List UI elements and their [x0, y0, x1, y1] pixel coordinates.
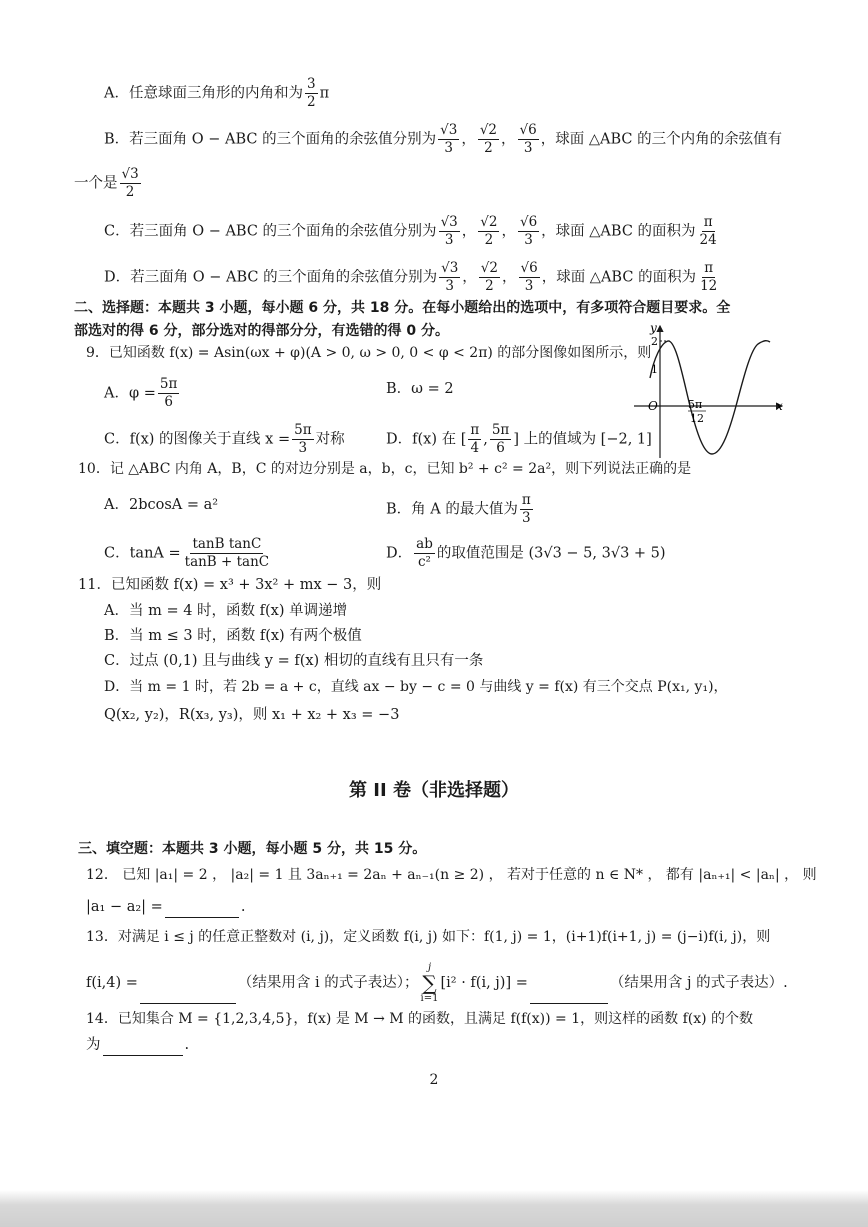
q10-option-b: [386, 492, 535, 527]
q14-line1: 14．已知集合 M = {1,2,3,4,5}，f(x) 是 M → M 的函数，且满足 f(f(x)) = 1，则这样的函数 f(x) 的个数: [86, 1011, 754, 1027]
numerator: √6: [519, 214, 538, 230]
numerator: tanB tanC: [192, 536, 262, 552]
summation: [421, 962, 439, 1004]
denominator: 3: [445, 278, 454, 294]
q12-line1: 12． 已知 |a₁| = 2 ， |a₂| = 1 且 3aₙ₊₁ = 2aₙ + aₙ₋₁(n ≥ 2) ， 若对于任意的 n ∈ N* ， 都有 |aₙ₊₁| < |aₙ| ， 则: [86, 867, 817, 883]
q8-option-a: [104, 76, 329, 111]
numerator: √3: [440, 122, 458, 138]
q13-line1: 13．对满足 i ≤ j 的任意正整数对 (i, j)，定义函数 f(i, j) 如下：f(1, j) = 1，(i+1)f(i+1, j) = (j−i)f(i, j)，则: [86, 929, 771, 945]
q11-option-c: C．过点 (0,1) 且与曲线 y = f(x) 相切的直线有且只有一条: [104, 653, 484, 669]
option-text: D．f(x) 在 [: [386, 431, 467, 448]
denominator: 3: [524, 278, 534, 294]
option-text: C．f(x) 的图像关于直线 x =: [104, 431, 291, 448]
option-text: C．tanA =: [104, 545, 181, 562]
fraction: [183, 536, 271, 571]
option-text: D．: [386, 545, 413, 562]
q8-option-b-text: B．若三面角 O − ABC 的三个面角的余弦值分别为: [104, 131, 437, 148]
q12-expression: |a₁ − a₂| =: [86, 899, 163, 915]
q8-option-d: [104, 260, 721, 295]
fraction: [438, 122, 459, 157]
q9-stem: 9．已知函数 f(x) = Asin(ωx + φ)(A > 0, ω > 0, 0 < φ < 2π) 的部分图像如图所示，则: [86, 345, 652, 361]
denominator: 3: [298, 440, 308, 456]
q9-option-a: [104, 376, 181, 411]
separator: ，: [502, 269, 517, 286]
fraction: [518, 122, 539, 157]
fraction: [479, 260, 500, 295]
pi-symbol: π: [319, 85, 330, 102]
q8-option-c-text: C．若三面角 O − ABC 的三个面角的余弦值分别为: [104, 223, 437, 240]
numerator: ab: [416, 536, 433, 552]
section3-header: 三、填空题：本题共 3 小题，每小题 5 分，共 15 分。: [78, 841, 427, 857]
q8-option-b-tail: ，球面 △ABC 的三个内角的余弦值有: [540, 131, 783, 148]
fraction: [292, 422, 313, 457]
fraction: [120, 166, 141, 201]
fraction: [478, 214, 499, 249]
q11-stem: 11．已知函数 f(x) = x³ + 3x² + mx − 3，则: [78, 577, 382, 593]
fraction: [305, 76, 318, 111]
q8-option-d-text: D．若三面角 O − ABC 的三个面角的余弦值分别为: [104, 269, 438, 286]
fraction: [698, 260, 719, 295]
part2-title: 第 II 卷（非选择题）: [349, 780, 519, 801]
q13-note-a: （结果用含 i 的式子表达）；: [237, 975, 419, 991]
denominator: 24: [699, 232, 717, 248]
fraction: [518, 214, 539, 249]
numerator: √2: [480, 214, 498, 230]
fraction: [158, 376, 179, 411]
fraction: [414, 536, 435, 571]
q10-stem: 10．记 △ABC 内角 A，B，C 的对边分别是 a，b，c，已知 b² + c² = 2a²，则下列说法正确的是: [78, 461, 692, 477]
denominator: 4: [470, 440, 480, 456]
q13-answer-blank-1[interactable]: [140, 987, 236, 1004]
y-tick-1: 1: [651, 363, 658, 376]
separator: ，: [461, 223, 477, 240]
q13-line2: [86, 962, 788, 1004]
q14-answer-blank[interactable]: [103, 1039, 183, 1056]
option-text: A．φ =: [104, 385, 156, 402]
q12-answer-blank[interactable]: [165, 901, 239, 918]
period: .: [240, 899, 246, 915]
option-tail: ] 上的值域为 [−2, 1]: [513, 431, 652, 448]
q8-option-c-tail: ，球面 △ABC 的面积为: [541, 223, 696, 240]
period: .: [184, 1037, 190, 1053]
q9-option-b: B．ω = 2: [386, 381, 454, 397]
scan-footer-band: [0, 1190, 868, 1227]
q9-option-c: [104, 422, 345, 457]
numerator: √3: [440, 214, 458, 230]
numerator: π: [703, 214, 713, 230]
denominator: 3: [523, 140, 533, 156]
q10-option-d: [386, 536, 666, 571]
numerator: 5π: [294, 422, 312, 438]
sum-upper-limit: j: [427, 962, 432, 973]
separator: ，: [462, 269, 477, 286]
fraction: [468, 422, 481, 457]
denominator: 2: [484, 140, 493, 156]
denominator: 2: [306, 94, 316, 110]
numerator: √6: [520, 260, 538, 276]
sum-lower-limit: i=1: [420, 993, 439, 1004]
separator: ，: [501, 223, 516, 240]
q11-option-d-line1: D．当 m = 1 时，若 2b = a + c，直线 ax − by − c = 0 与曲线 y = f(x) 有三个交点 P(x₁, y₁)，: [104, 679, 728, 695]
q14-prefix: 为: [86, 1037, 101, 1053]
q13-note-b: （结果用含 j 的式子表达）.: [609, 975, 788, 991]
q9-function-graph: [630, 318, 790, 460]
numerator: 5π: [159, 376, 178, 392]
denominator: 6: [496, 440, 505, 456]
denominator: 3: [444, 232, 454, 248]
denominator: 2: [484, 232, 494, 248]
denominator: 2: [485, 278, 494, 294]
q14-line2: [86, 1034, 189, 1056]
denominator: 3: [522, 510, 531, 526]
continuation-text: 一个是: [74, 175, 118, 192]
denominator: 3: [444, 140, 454, 156]
denominator: tanB + tanC: [184, 554, 270, 570]
q11-option-a: A．当 m = 4 时，函数 f(x) 单调递增: [104, 603, 348, 619]
q12-line2: [86, 896, 245, 918]
sine-curve: [650, 341, 770, 454]
denominator: 12: [700, 278, 718, 294]
y-tick-2: 2: [651, 335, 658, 348]
q11-option-b: B．当 m ≤ 3 时，函数 f(x) 有两个极值: [104, 628, 362, 644]
fraction: [439, 260, 460, 295]
numerator: √3: [441, 260, 459, 276]
q11-option-d-line2: Q(x₂, y₂)，R(x₃, y₃)，则 x₁ + x₂ + x₃ = −3: [104, 707, 400, 723]
q13-answer-blank-2[interactable]: [530, 987, 608, 1004]
denominator: 2: [125, 184, 135, 200]
fraction: [519, 260, 540, 295]
denominator: 6: [164, 394, 173, 410]
q10-option-c: [104, 536, 273, 571]
denominator: c²: [418, 554, 431, 570]
fraction: [698, 214, 719, 249]
q8-option-a-text: A．任意球面三角形的内角和为: [104, 85, 303, 102]
option-tail: 的取值范围是 (3√3 − 5, 3√3 + 5): [436, 545, 666, 562]
numerator: 3: [306, 76, 316, 92]
q8-option-b: [104, 122, 782, 157]
denominator: 3: [524, 232, 533, 248]
sigma-symbol: ∑: [422, 971, 437, 995]
numerator: √2: [480, 260, 498, 276]
q13-expression-b: [i² · f(i, j)] =: [440, 975, 528, 991]
x-tick-denominator: 12: [690, 412, 704, 425]
numerator: π: [470, 422, 480, 438]
q13-expression-a: f(i,4) =: [86, 975, 138, 991]
separator: ，: [501, 131, 516, 148]
numerator: π: [704, 260, 714, 276]
numerator: √3: [121, 166, 139, 182]
option-text: B．角 A 的最大值为: [386, 501, 518, 518]
numerator: √6: [519, 122, 537, 138]
page-number: 2: [429, 1072, 439, 1088]
fraction: [520, 492, 533, 527]
numerator: π: [521, 492, 531, 508]
origin-label: O: [648, 399, 658, 413]
q8-option-c: [104, 214, 721, 249]
section2-header-line2: 部选对的得 6 分，部分选对的得部分分，有选错的得 0 分。: [74, 323, 449, 339]
section2-header-line1: 二、选择题：本题共 3 小题，每小题 6 分，共 18 分。在每小题给出的选项中，有多项符合题目要求。全: [74, 300, 731, 316]
q10-option-a: A．2bcosA = a²: [104, 497, 219, 513]
numerator: 5π: [491, 422, 510, 438]
fraction: [490, 422, 511, 457]
q8-option-d-tail: ，球面 △ABC 的面积为: [541, 269, 697, 286]
fraction: [478, 122, 499, 157]
q8-option-b-continuation: [74, 166, 143, 201]
q9-option-d: [386, 422, 652, 457]
numerator: √2: [479, 122, 498, 138]
separator: ，: [461, 131, 476, 148]
fraction: [439, 214, 460, 249]
y-axis-label: y: [650, 321, 657, 335]
option-tail: 对称: [315, 431, 345, 448]
separator: ,: [483, 431, 488, 448]
x-axis-label: x: [776, 399, 783, 413]
x-tick-numerator: 5π: [688, 398, 703, 411]
